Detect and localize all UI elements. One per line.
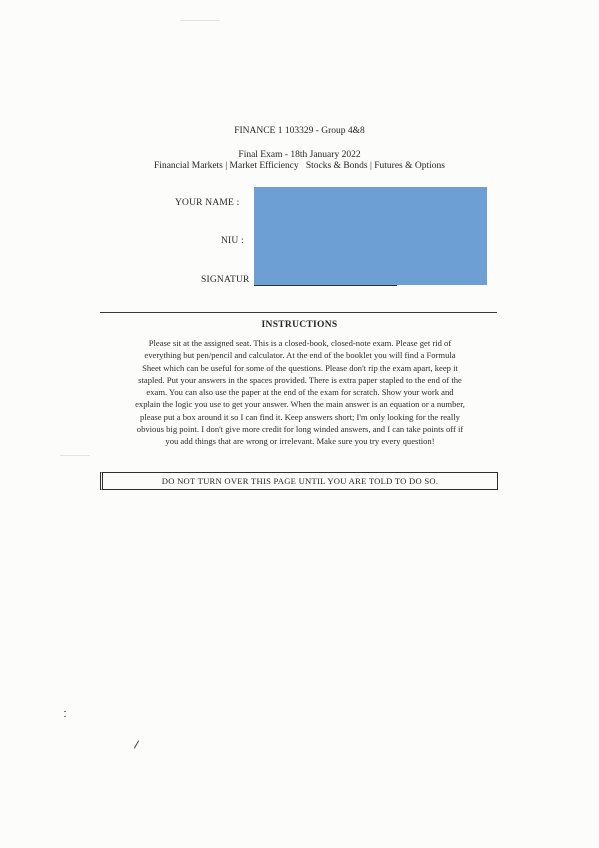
scan-mark (64, 716, 66, 717)
scan-smudge (60, 455, 90, 456)
instructions-line: you add things that are wrong or irrelevant. Make sure you try every question! (165, 436, 435, 447)
scan-mark (64, 711, 66, 712)
instructions-line: Sheet which can be useful for some of the questions. Please don't rip the exam apart, keep it (142, 362, 458, 373)
exam-topics: Financial Markets | Market Efficiency Stocks & Bonds | Futures & Options (154, 161, 445, 171)
pen-mark (134, 740, 139, 748)
scan-smudge (180, 20, 220, 21)
niu-label: NIU : (221, 236, 244, 246)
warning-box: DO NOT TURN OVER THIS PAGE UNTIL YOU ARE TOLD TO DO SO. (100, 472, 498, 490)
signature-label: SIGNATUR (201, 275, 250, 285)
instructions-line: exam. You can also use the paper at the end of the exam for scratch. Show your work and (146, 387, 454, 398)
instructions-line: Please sit at the assigned seat. This is a closed-book, closed-note exam. Please get rid of (148, 338, 452, 348)
course-title: FINANCE 1 103329 - Group 4&8 (234, 126, 365, 136)
exam-title: Final Exam - 18th January 2022 (238, 150, 361, 160)
name-label: YOUR NAME : (175, 198, 240, 208)
instructions-paragraph (100, 337, 500, 448)
instructions-line: stapled. Put your answers in the spaces provided. There is extra paper stapled to the end of the (138, 374, 462, 385)
instructions-line: everything but pen/pencil and calculator. At the end of the booklet you will find a Formula (144, 350, 456, 361)
signature-line (254, 285, 397, 286)
instructions-line: obvious big point. I don't give more credit for long winded answers, and I can take points off if (136, 424, 464, 435)
instructions-line: explain the logic you use to get your answer. When the main answer is an equation or a number, (135, 399, 465, 410)
divider-rule (100, 312, 497, 313)
instructions-heading: INSTRUCTIONS (261, 320, 338, 330)
redaction-box (254, 187, 487, 285)
instructions-line: please put a box around it so I can find it. Keep answers short; I'm only looking for the really (140, 411, 460, 422)
